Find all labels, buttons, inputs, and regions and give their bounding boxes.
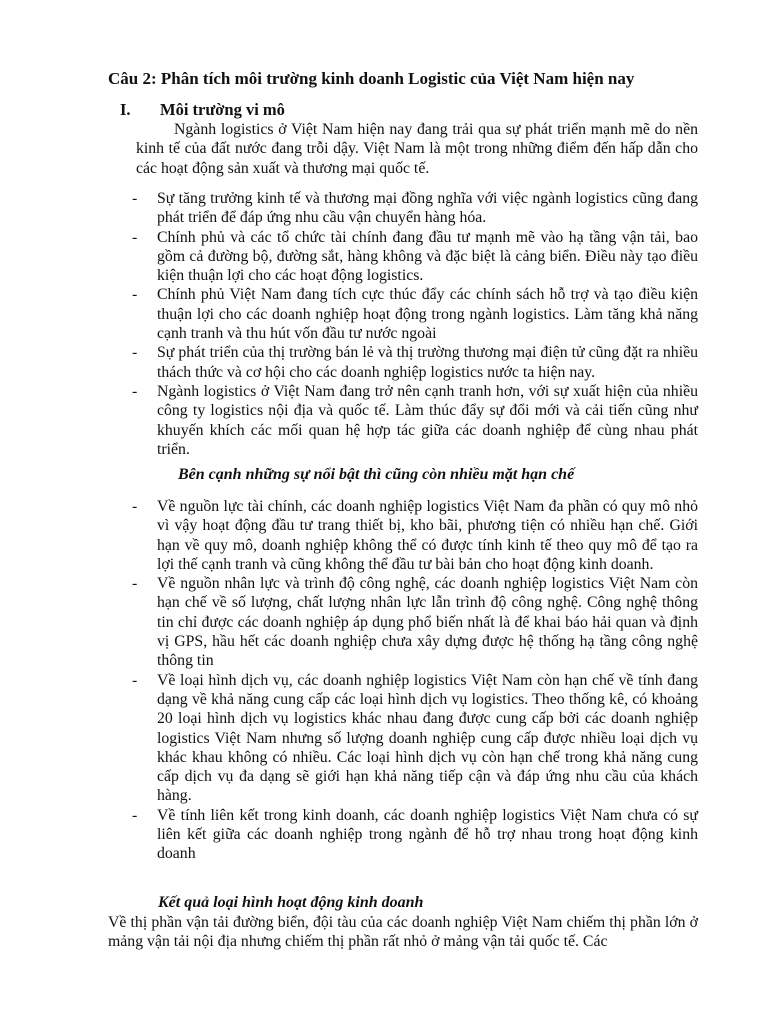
bullet-dash: -: [132, 228, 138, 246]
advantages-list: [132, 189, 698, 459]
results-heading: Kết quả loại hình hoạt động kinh doanh: [158, 894, 424, 911]
list-item-text: Về nguồn lực tài chính, các doanh nghiệp logistics Việt Nam đa phần có quy mô nhỏ vì vậy hoạt động đầu tư trang thiết bị, kho bãi, phương tiện có nhiều hạn chế. Giới hạn về quy mô, doanh nghiệp không thể có được tính kinh tế theo quy mô để tạo ra lợi thế cạnh tranh và cũng không thể đầu tư bài bản cho hoạt động kinh doanh.: [157, 498, 698, 573]
bullet-dash: -: [132, 806, 138, 824]
closing-paragraph: Về thị phần vận tải đường biển, đội tàu của các doanh nghiệp Việt Nam chiếm thị phần lớn ở mảng vận tải nội địa nhưng chiếm thị phần rất nhỏ ở mảng vận tải quốc tế. Các: [108, 914, 698, 951]
list-item-text: Về loại hình dịch vụ, các doanh nghiệp logistics Việt Nam còn hạn chế về tính đang dạng về khả năng cung cấp các loại hình dịch vụ logistics. Theo thống kê, có khoảng 20 loại hình dịch vụ logistics khác nhau đang được cung cấp bởi các doanh nghiệp logistics Việt Nam nhưng số lượng doanh nghiệp cung cấp được nhiều loại dịch vụ khác khau không có nhiều. Các loại hình dịch vụ còn hạn chế trong khả năng cung cấp dịch vụ đa dạng sẽ giới hạn khả năng tiếp cận và đáp ứng nhu cầu của khách hàng.: [157, 671, 698, 805]
section-number: I.: [120, 100, 131, 119]
list-item: [132, 574, 698, 670]
bullet-dash: -: [132, 575, 138, 593]
list-item: [132, 497, 698, 574]
limitations-list: [132, 497, 698, 864]
list-item: [132, 806, 698, 864]
bullet-dash: -: [132, 498, 138, 515]
bullet-dash: -: [132, 344, 138, 362]
limitations-heading: Bên cạnh những sự nổi bật thì cũng còn nhiều mặt hạn chế: [178, 466, 575, 483]
list-item-text: Chính phủ và các tổ chức tài chính đang đầu tư mạnh mẽ vào hạ tầng vận tải, bao gồm cả đường bộ, đường sắt, hàng không và đặc biệt là cảng biển. Điều này tạo điều kiện thuận lợi cho các hoạt động logistics.: [157, 228, 698, 285]
list-item-text: Sự phát triển của thị trường bán lẻ và thị trường thương mại điện tử cũng đặt ra nhiều thách thức và cơ hội cho các doanh nghiệp logistics nước ta hiện nay.: [157, 344, 698, 381]
section-title: Môi trường vi mô: [160, 100, 285, 119]
list-item: [132, 228, 698, 286]
list-item-text: Sự tăng trưởng kinh tế và thương mại đồng nghĩa với việc ngành logistics cũng đang phát triển để đáp ứng nhu cầu vận chuyển hàng hóa.: [157, 190, 698, 227]
list-item: [132, 285, 698, 343]
section-heading: [120, 100, 700, 120]
list-item: [132, 189, 698, 228]
bullet-dash: -: [132, 286, 138, 304]
bullet-dash: -: [132, 190, 138, 207]
intro-paragraph: Ngành logistics ở Việt Nam hiện nay đang trải qua sự phát triển mạnh mẽ do nền kinh tế của đất nước đang trỗi dậy. Việt Nam là một trong những điểm đến hấp dẫn cho các hoạt động sản xuất và thương mại quốc tế.: [136, 121, 698, 177]
bullet-dash: -: [132, 382, 138, 400]
list-item: [132, 343, 698, 382]
list-item: [132, 382, 698, 459]
list-item-text: Về tính liên kết trong kinh doanh, các doanh nghiệp logistics Việt Nam chưa có sự liên kết giữa các doanh nghiệp trong ngành để hỗ trợ nhau trong hoạt động kinh doanh: [157, 806, 698, 863]
list-item-text: Về nguồn nhân lực và trình độ công nghệ, các doanh nghiệp logistics Việt Nam còn hạn chế về số lượng, chất lượng nhân lực lẫn trình độ công nghệ. Công nghệ thông tin chỉ được các doanh nghiệp áp dụng phổ biến nhất là để khai báo hải quan và định vị GPS, hầu hết các doanh nghiệp chưa xây dựng được hệ thống hạ tầng công nghệ thông tin: [157, 575, 698, 670]
bullet-dash: -: [132, 671, 138, 689]
list-item-text: Ngành logistics ở Việt Nam đang trở nên cạnh tranh hơn, với sự xuất hiện của nhiều công ty logistics nội địa và quốc tế. Làm thúc đẩy sự đổi mới và cải tiến cũng như khuyến khích các mối quan hệ hợp tác giữa các doanh nghiệp để cùng nhau phát triển.: [157, 382, 698, 458]
list-item-text: Chính phủ Việt Nam đang tích cực thúc đẩy các chính sách hỗ trợ và tạo điều kiện thuận lợi cho các doanh nghiệp hoạt động trong ngành logistics. Làm tăng khả năng cạnh tranh và thu hút vốn đầu tư nước ngoài: [157, 286, 698, 343]
question-title: Câu 2: Phân tích môi trường kinh doanh Logistic của Việt Nam hiện nay: [108, 69, 635, 88]
list-item: [132, 671, 698, 806]
